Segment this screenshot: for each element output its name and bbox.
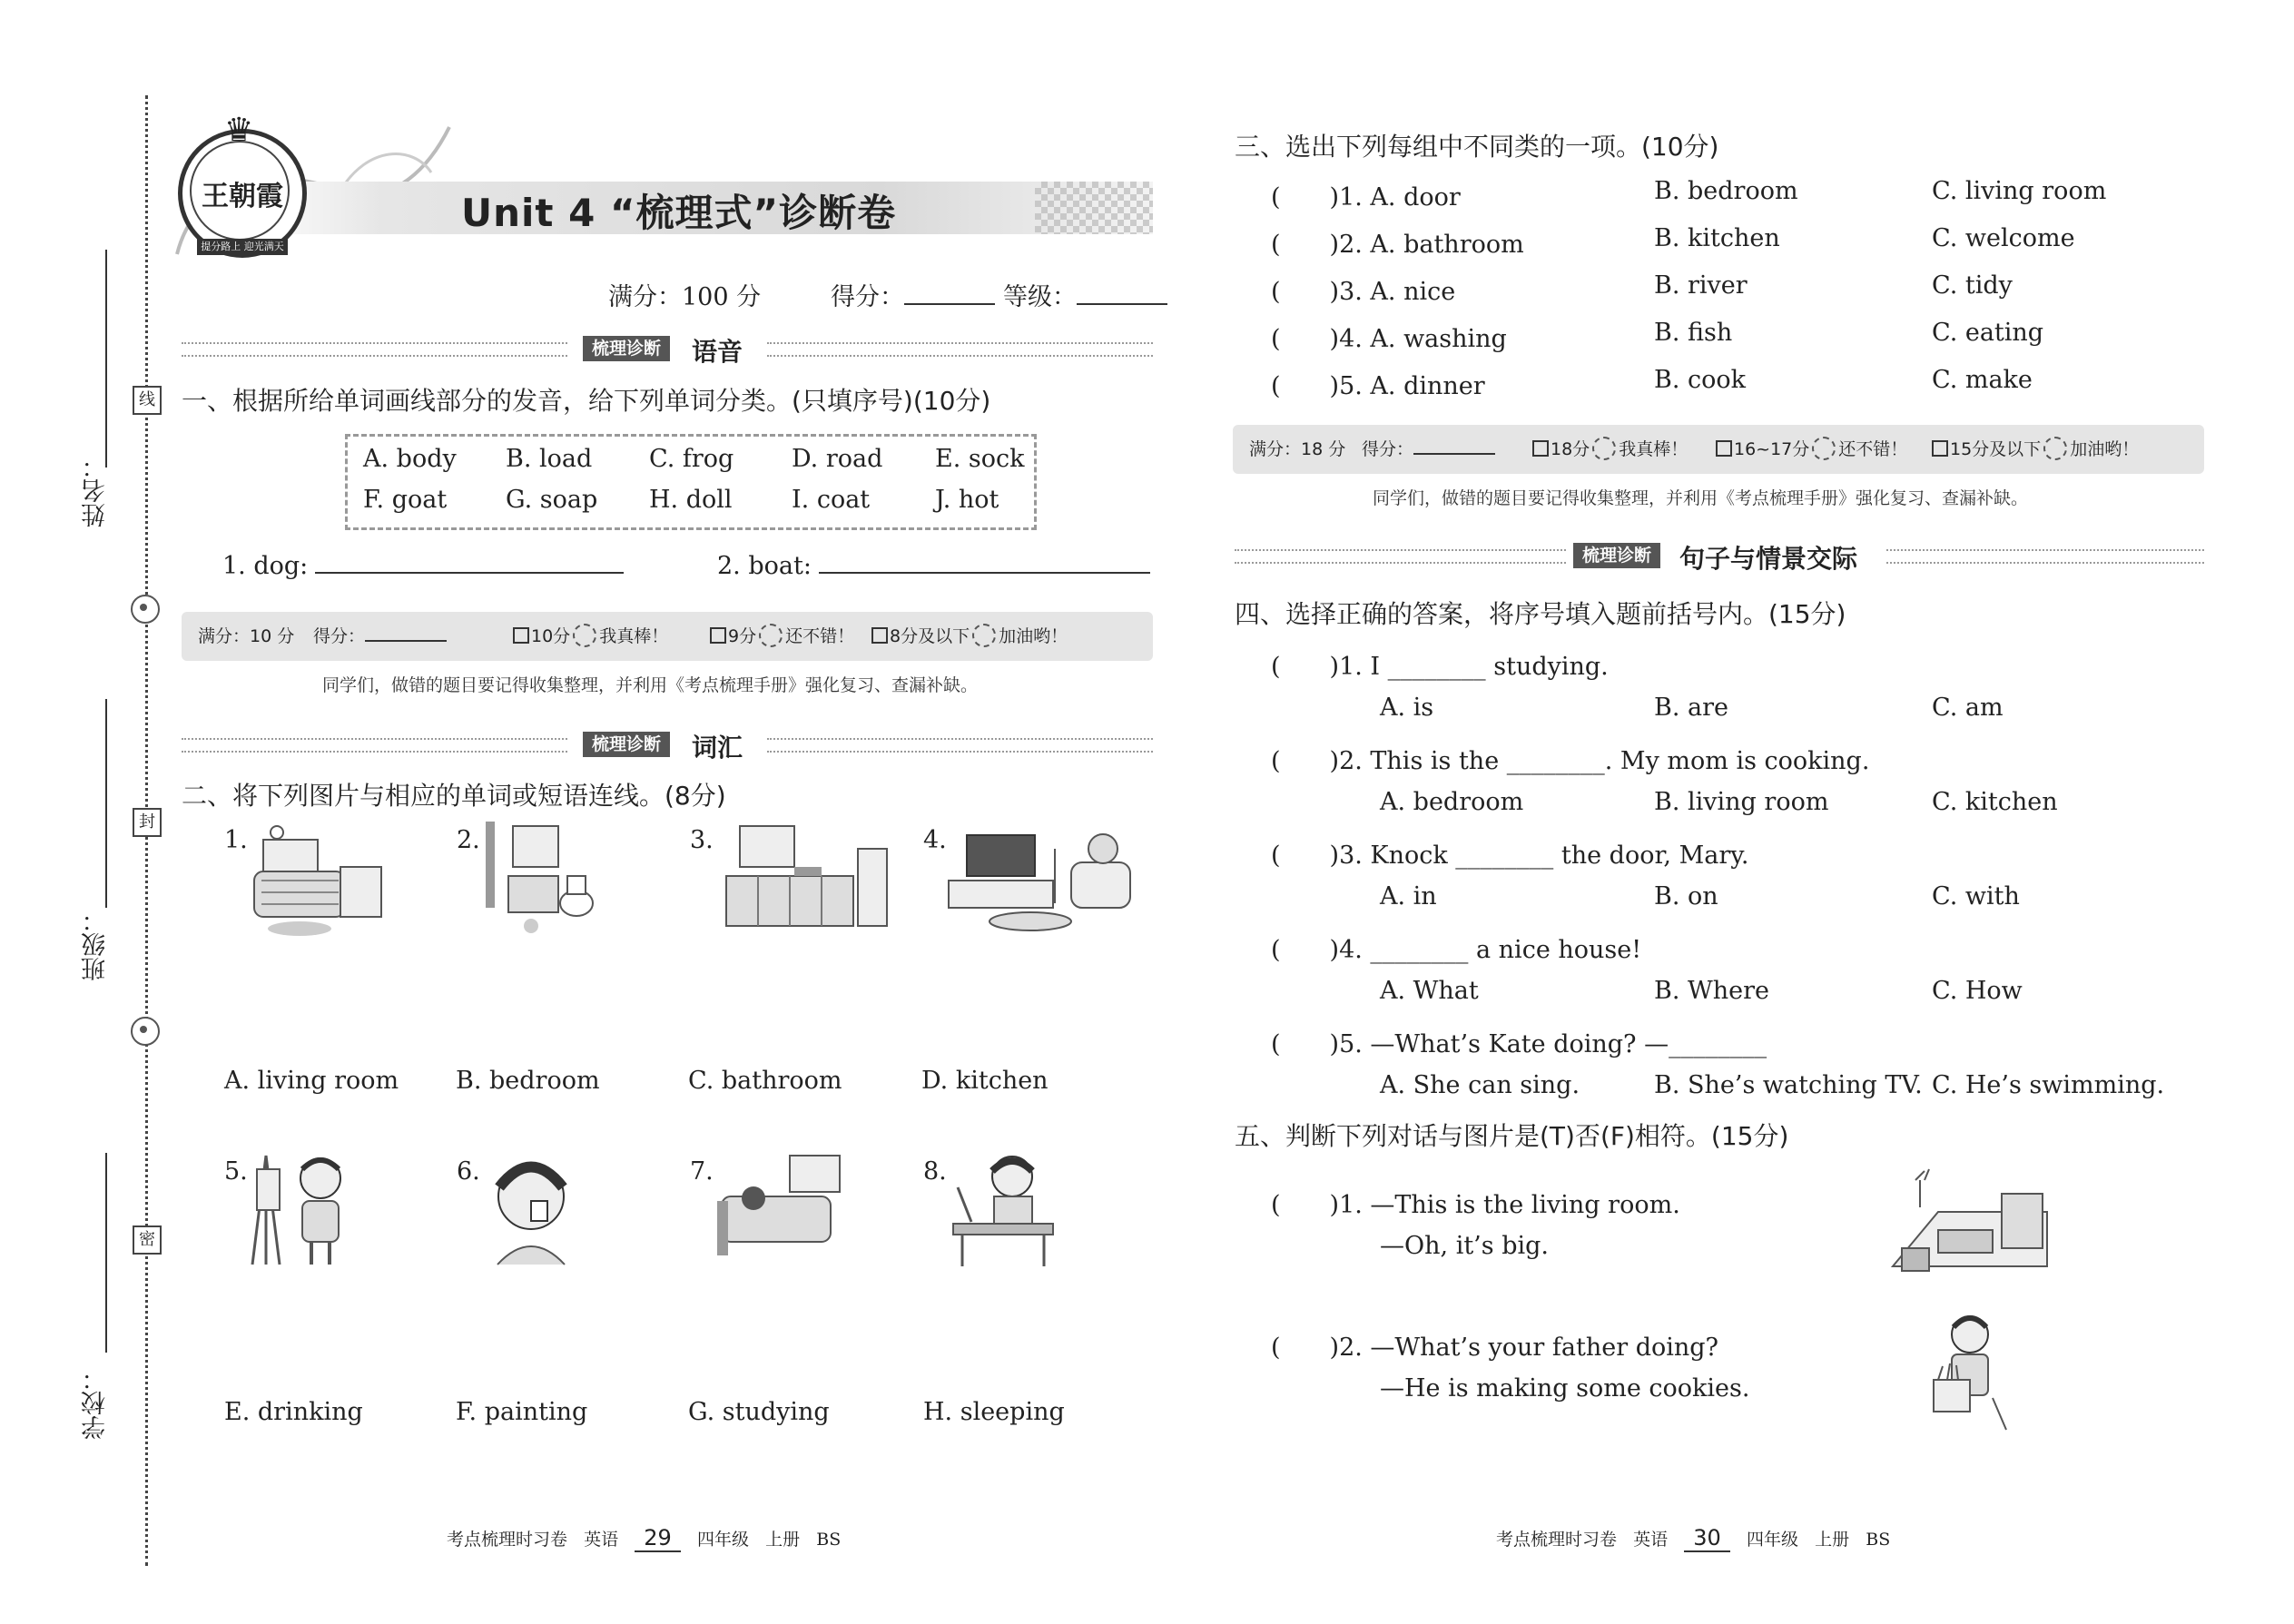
score-option-text: 我真棒！ [599,626,669,646]
score-option-label: 16~17分 [1734,439,1810,459]
word-item: D. road [792,445,883,473]
word-item: F. goat [363,486,448,514]
pic-number: 8. [923,1157,947,1186]
score-option-label: 18分 [1551,439,1590,459]
school-label: 学校： [82,1366,110,1440]
word-item: A. body [363,445,457,473]
question-1-heading: 一、根据所给单词画线部分的发音，给下列单词分类。(只填序号)(10分) [182,386,991,416]
checker-pattern [1035,182,1153,234]
score-option-1[interactable] [1532,436,1688,460]
word-item: H. doll [649,486,733,514]
kitchen-illustration[interactable] [722,822,890,940]
page-number: 30 [1684,1525,1730,1552]
score-option-text: 还不错！ [785,626,855,646]
section-tag: 梳理诊断 [1573,543,1660,568]
score-full: 满分：10 分 [198,626,295,646]
pic-number: 5. [224,1157,248,1186]
pic-number: 7. [690,1157,714,1186]
q4-option-c: C. with [1932,882,2020,910]
pic-number: 2. [457,826,480,854]
seal-mark-line: 线 [133,386,162,415]
q4-option-a: A. What [1380,977,1479,1005]
word-item: E. sock [935,445,1025,473]
page-title: Unit 4 “梳理式”诊断卷 [461,191,897,235]
section-divider [182,738,567,753]
score-got[interactable] [313,623,447,647]
brand-logo [178,112,307,258]
match-option[interactable]: E. drinking [224,1398,363,1426]
q3-option-c: C. living room [1932,177,2107,205]
section-divider [182,342,567,357]
score-option-1[interactable] [513,623,668,647]
q4-option-b: B. on [1654,882,1718,910]
footer-grade: 四年级 [696,1530,749,1550]
review-note: 同学们，做错的题目要记得收集整理，并利用《考点梳理手册》强化复习、查漏补缺。 [322,675,979,695]
score-option-2[interactable] [710,623,854,647]
q4-stem-2[interactable]: ( )2. This is the ________. My mom is cooking. [1271,747,1870,775]
word-item: C. frog [649,445,734,473]
match-option[interactable]: H. sleeping [923,1398,1065,1426]
section-title: 语音 [692,337,743,367]
word-item: G. soap [506,486,598,514]
smile-face-icon [1592,437,1616,460]
match-option[interactable]: F. painting [456,1398,588,1426]
q4-option-a: A. She can sing. [1380,1071,1580,1099]
checkbox-icon [710,627,726,644]
q4-option-b: B. She’s watching TV. [1654,1071,1923,1099]
footer-volume: 上册 [1815,1530,1850,1550]
q3-item-5[interactable]: ( )5. A. dinner [1271,372,1485,400]
score-option-2[interactable] [1716,436,1907,460]
score-option-text: 加油哟！ [999,626,1068,646]
cheer-face-icon [2043,437,2067,460]
q5-line-2: —Oh, it’s big. [1380,1232,1549,1260]
q4-option-c: C. am [1932,694,2004,722]
footer-edition: BS [816,1530,842,1550]
q3-item-4[interactable]: ( )4. A. washing [1271,325,1507,353]
q4-option-a: A. in [1380,882,1437,910]
q4-stem-5[interactable]: ( )5. —What’s Kate doing? —________ [1271,1030,1767,1058]
review-note: 同学们，做错的题目要记得收集整理，并利用《考点梳理手册》强化复习、查漏补缺。 [1373,488,2029,508]
question-4-heading: 四、选择正确的答案，将序号填入题前括号内。(15分) [1235,599,1846,629]
q4-option-c: C. He’s swimming. [1932,1071,2165,1099]
bedroom-illustration[interactable] [245,822,390,940]
class-label: 班级： [82,908,110,981]
checkbox-icon [1716,440,1732,457]
checkbox-icon [1932,440,1948,457]
blank-label: 1. dog: [222,552,309,580]
blank-boat[interactable] [717,552,1150,580]
pic-number: 6. [457,1157,480,1186]
score-option-label: 9分 [728,626,757,646]
footer-book: 考点梳理时习卷 [447,1530,568,1550]
name-field[interactable] [105,250,107,468]
q3-option-b: B. fish [1654,319,1733,347]
q4-option-c: C. How [1932,977,2023,1005]
seal-mark-seal: 封 [133,808,162,837]
question-5-heading: 五、判断下列对话与图片是(T)否(F)相符。(15分) [1235,1121,1789,1151]
score-option-text: 加油哟！ [2070,439,2140,459]
checkbox-icon [871,627,888,644]
section-title: 句子与情景交际 [1679,544,1858,574]
match-option[interactable]: A. living room [224,1067,399,1095]
score-got-label: 得分： [1362,439,1414,459]
score-option-3[interactable] [871,623,1068,647]
q4-option-a: A. is [1380,694,1434,722]
pic-number: 1. [224,826,248,854]
binding-hole-icon [131,595,160,624]
page-footer-right [1496,1525,1890,1552]
smile-face-icon [573,624,596,647]
question-3-heading: 三、选出下列每组中不同类的一项。(10分) [1235,132,1719,162]
section-divider [1886,549,2204,564]
drinking-illustration[interactable] [481,1151,581,1269]
score-option-text: 还不错！ [1838,439,1908,459]
q5-line-1[interactable]: ( )2. —What’s your father doing? [1271,1334,1719,1362]
footer-subject: 英语 [1633,1530,1669,1550]
section-title: 词汇 [692,733,743,763]
footer-book: 考点梳理时习卷 [1496,1530,1618,1550]
q3-item-3[interactable]: ( )3. A. nice [1271,278,1456,306]
cheer-face-icon [972,624,996,647]
smile-face-icon [759,624,783,647]
score-bar [182,612,1153,661]
score-field[interactable] [831,277,995,312]
score-got[interactable] [1362,436,1495,460]
score-option-label: 15分及以下 [1950,439,2042,459]
seal-mark-secret: 密 [133,1225,162,1255]
score-full: 满分：18 分 [1249,439,1346,459]
binding-hole-icon [131,1017,160,1046]
crown-icon: ♛ [224,112,254,149]
bathroom-illustration[interactable] [477,822,604,940]
footer-subject: 英语 [584,1530,619,1550]
q4-option-b: B. are [1654,694,1728,722]
word-item: I. coat [792,486,871,514]
checkbox-icon [513,627,529,644]
sleeping-illustration[interactable] [713,1151,849,1269]
score-option-label: 8分及以下 [890,626,970,646]
q3-option-b: B. kitchen [1654,224,1780,252]
word-item: B. load [506,445,593,473]
section-divider [767,738,1153,753]
studying-illustration[interactable] [944,1151,1062,1269]
grade-field[interactable] [1003,277,1167,312]
score-bar [1233,425,2204,474]
match-option[interactable]: D. kitchen [921,1067,1049,1095]
score-option-label: 10分 [531,626,571,646]
match-option[interactable]: C. bathroom [688,1067,842,1095]
q4-stem-1[interactable]: ( )1. I ________ studying. [1271,653,1609,681]
score-option-3[interactable] [1932,436,2139,460]
section-tag: 梳理诊断 [583,336,670,361]
q3-option-b: B. river [1654,271,1748,300]
score-option-text: 我真棒！ [1619,439,1689,459]
logo-ribbon: 提分路上 迎光满天 [197,239,288,255]
match-option[interactable]: G. studying [688,1398,830,1426]
section-divider [767,342,1153,357]
pic-number: 4. [923,826,947,854]
q3-option-b: B. cook [1654,366,1746,394]
question-2-heading: 二、将下列图片与相应的单词或短语连线。(8分) [182,781,726,811]
smile-face-icon [1812,437,1836,460]
page-number: 29 [635,1525,681,1552]
q4-option-c: C. kitchen [1932,788,2058,816]
name-label: 姓名： [82,454,110,527]
page-footer-left [447,1525,841,1552]
section-divider [1235,549,1566,564]
q3-option-c: C. make [1932,366,2033,394]
q4-option-b: B. Where [1654,977,1770,1005]
q5-line-1[interactable]: ( )1. —This is the living room. [1271,1191,1680,1219]
q4-option-a: A. bedroom [1380,788,1524,816]
living-room-illustration[interactable] [1884,1157,2056,1280]
pic-number: 3. [690,826,714,854]
q3-option-c: C. eating [1932,319,2044,347]
q3-item-1[interactable]: ( )1. A. door [1271,183,1461,212]
full-score: 满分：100 分 [608,283,762,311]
painting-illustration[interactable] [243,1151,370,1269]
q3-option-c: C. tidy [1932,271,2013,300]
footer-edition: BS [1866,1530,1891,1550]
blank-label: 2. boat: [717,552,812,580]
footer-volume: 上册 [765,1530,801,1550]
living-room-illustration[interactable] [944,822,1139,940]
school-field[interactable] [105,1153,107,1353]
footer-grade: 四年级 [1746,1530,1798,1550]
checkbox-icon [1532,440,1549,457]
class-field[interactable] [105,699,107,908]
q3-item-2[interactable]: ( )2. A. bathroom [1271,231,1524,259]
blank-dog[interactable] [222,552,624,580]
logo-text: 王朝霞 [202,181,283,212]
q4-stem-3[interactable]: ( )3. Knock ________ the door, Mary. [1271,842,1749,870]
q3-option-c: C. welcome [1932,224,2075,252]
father-cooking-illustration[interactable] [1920,1307,2020,1434]
q4-option-b: B. living room [1654,788,1829,816]
score-label: 得分： [831,283,904,311]
grade-label: 等级： [1003,283,1077,311]
q5-line-2: —He is making some cookies. [1380,1374,1750,1403]
match-option[interactable]: B. bedroom [456,1067,600,1095]
q4-stem-4[interactable]: ( )4. ________ a nice house! [1271,936,1642,964]
q3-option-b: B. bedroom [1654,177,1798,205]
section-tag: 梳理诊断 [583,732,670,757]
word-item: J. hot [935,486,999,514]
score-got-label: 得分： [313,626,366,646]
